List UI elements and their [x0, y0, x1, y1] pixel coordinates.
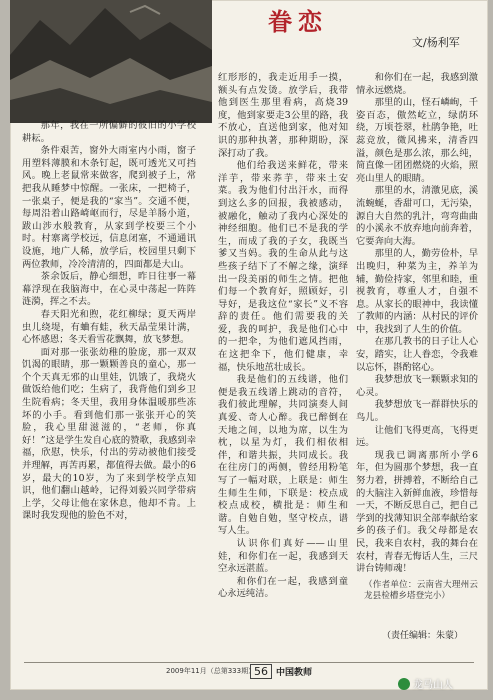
article-title: 眷恋	[268, 7, 328, 36]
paragraph: 春天阳光和煦，花红柳绿；夏天两岸虫儿绕堤，有蛐有蛙，秋天晶莹果计满，心怀感恩；冬天看雪花飘舞，放飞梦想。	[22, 308, 196, 346]
text-column-2	[218, 72, 348, 601]
paragraph: 条件艰苦，窗外大雨室内小雨，窗子用塑料薄膜和木条钉起，既可透光又可挡风。晚上老鼠常来做客，爬到被子上，常把我从睡梦中惊醒。一张床，一把椅子，一张桌子，便是我的“家当”。交通不便，每周沿着山路崎岖而行，尽是羊肠小道，跋山涉水般教育，从家到学校要三个小时。村寨离学校远，信息闭塞，不通通讯设施，地广人稀，放学后，校园里只剩下两位教师，冷冷清清的，四面都是大山。	[22, 145, 196, 270]
issue-info: 2009年11月（总第333期）	[166, 667, 256, 675]
paragraph: 让他们飞得更高，飞得更远。	[356, 424, 478, 449]
paragraph: 红形形的，我走近用手一摸，额头有点发烫。放学后，我带他到医生那里看病，高烧39度，他到家要走3公里的路，我不放心，直送他到家，他对知识的那种执著，那种期盼，深深打动了我。	[218, 72, 348, 159]
paragraph: 认识你们真好——山里娃，和你们在一起，我感到天空永远湛蓝。	[218, 537, 348, 575]
author-affiliation: （作者单位：云南省大理州云龙县检槽乡塔登完小）	[364, 579, 478, 602]
paragraph: 和你们在一起，我感到激情永远燃烧。	[356, 72, 478, 96]
magazine-name: 中国教师	[276, 668, 313, 678]
watermark-text: 龙马山人	[413, 680, 453, 691]
wechat-icon	[398, 678, 410, 690]
paragraph: 在那几教书的日子让人心安，踏实，让人眷恋，令我难以忘怀，斟酌铭心。	[356, 336, 478, 373]
text-column-1	[22, 120, 196, 523]
paragraph: 那年，我在一所偏僻的彼旧的小学校耕耘。	[22, 120, 196, 144]
article-author: 文/杨利军	[412, 36, 460, 49]
landscape-photo	[10, 0, 212, 123]
paragraph: 我梦想放飞一颗颗求知的心灵。	[356, 374, 478, 398]
footer-divider	[24, 662, 474, 663]
editor-credit: （责任编辑：朱蒙）	[382, 631, 464, 641]
page-number: 56	[250, 664, 272, 679]
paragraph: 那里的水，清激见底，溪流蜿蜒，香甜可口，无污染，源自大自然的乳汁，弯弯曲曲的小溪永不放弃地向前奔着，它要奔向大海。	[356, 185, 478, 247]
paragraph: 他们给我送来鲜花，带来洋芋，带来荞芋，带来土安菜。我为他们付出汗水，而得到这么多的回报，我被感动，被融化，触动了我内心深处的神经细胞。他们已不是我的学生，而成了我的子女，我既当爹又当妈。我的生命从此与这些孩子结下了不解之缘，演绎出一段美丽的师生之情。把他们每一个教育好，照顾好，引导好，是我这位“家长”义不容辞的责任。他们需要我的关爱，我的呵护，我是他们心中的一把伞，为他们遮风挡雨，在这把伞下，他们健康，幸福，快乐地茁壮成长。	[218, 160, 348, 373]
text-column-3	[356, 72, 478, 603]
paragraph: 我梦想放飞一群群快乐的鸟儿。	[356, 399, 478, 424]
paragraph: 现我已调离那所小学6年，但为圆那个梦想，我一直努力着，拼搏着，不断给自己的大脑注入新鲜血液，珍惜每一天，不断反思自己，把自己学到的找薄知识全部奉献给家乡的孩子们。我父母都是农民，我来自农村，我的舞台在农村，青春无悔话人生，三尺讲台铸师魂！	[356, 449, 478, 575]
paragraph: 茶余饭后，静心细想，昨日往事一幕幕浮现在我脑海中，在心灵中荡起一阵阵涟漪，挥之不去。	[22, 271, 196, 308]
paragraph: 那里的人，勤劳俭朴，早出晚归，种菜为主，养羊为辅，勤俭持家，邻里和睦，重视教育，尊重人才，自强不息。从家长的眼神中，我读懂了教师的内涵：从村民的评价中，我找到了人生的价值。	[356, 248, 478, 335]
paragraph: 我是他们的五线谱，他们便是我五线谱上跳动的音符，我们彼此理解，共同演奏人间真爱、奇人心醉。我已醉倒在天地之间，以地为席，以生为枕，以星为灯，我们相依相伴，和谐共振，共同成长。我在往房门的两侧，曾经用粉笔写了一幅对联，上联是：师生生师生生师，下联是：校点成校点成校，横批是：师生和谐。自勉自勉，坚守校点，谱写人生。	[218, 374, 348, 537]
watermark	[398, 676, 453, 691]
paragraph: 那里的山，怪石嶙峋，千姿百态，傲然屹立，绿荫环绕，万顷苍翠，杜鹃争艳，吐蕊竞放，微风拂来，清香四溢，颜色是那么浓，那么纯，简直像一团团燃烧的火焰，照亮山里人的眼睛。	[356, 97, 478, 184]
paragraph: 面对那一张张幼稚的脸庞，那一双双饥渴的眼睛，那一颗颗善良的童心，那一个个天真无邪的山里娃，饥饿了，我烧火做饭给他们吃；生病了，我背他们到乡卫生院看病；冬天里，我用身体温暖那些冻坏的小手。看到他们那一张张开心的笑脸，我心里甜滋滋的，“老师，你真好！”这是学生发自心底的赞歌，我感到幸福，欣慰，快乐，付出的劳动被他们接受并理解，再苦再累，都值得去做。最小的6岁，最大的10岁，为了来到学校学点知识，他们翻山越岭，记得刘毅兴同学带病上学，父母让他在家休息，他却不肯。上课时我发现他的脸色不对，	[22, 346, 196, 522]
magazine-page	[10, 0, 488, 690]
paragraph: 和你们在一起，我感到童心永远纯洁。	[218, 575, 348, 600]
